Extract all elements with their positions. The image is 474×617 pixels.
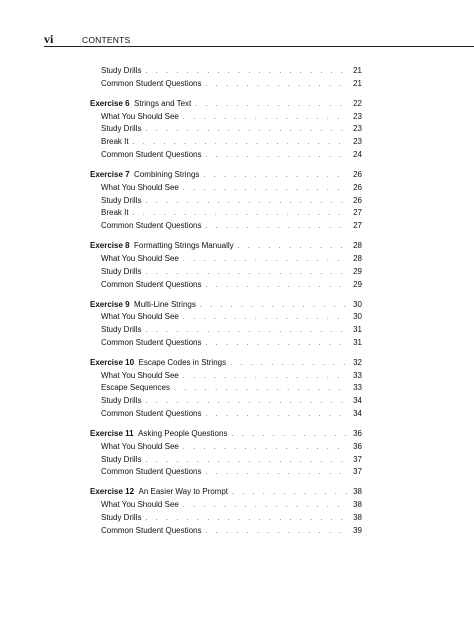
subentry-label: Escape Sequences [101, 383, 170, 393]
exercise-name: Strings and Text [134, 98, 192, 108]
leader-dots [145, 196, 348, 208]
toc-subentry[interactable] [90, 441, 362, 454]
toc-subentry[interactable] [90, 382, 362, 395]
exercise-name: Formatting Strings Manually [134, 241, 234, 251]
subentry-label: What You Should See [101, 111, 179, 121]
page-ref: 30 [353, 312, 362, 322]
subentry-label: What You Should See [101, 312, 179, 322]
leader-dots [145, 513, 348, 525]
toc-subentry[interactable] [90, 266, 362, 279]
subentry-label: Study Drills [101, 396, 142, 406]
page-ref: 38 [353, 487, 362, 497]
leader-dots [183, 112, 348, 124]
leader-dots [230, 358, 348, 370]
toc-subentry[interactable] [90, 253, 362, 266]
exercise-title [90, 357, 226, 370]
leader-dots [183, 500, 348, 512]
page-ref: 21 [353, 66, 362, 75]
page-ref: 21 [353, 78, 362, 88]
toc-section [90, 428, 362, 479]
page-ref: 33 [353, 370, 362, 380]
exercise-number: Exercise 11 [90, 429, 134, 439]
leader-dots [133, 137, 348, 149]
toc-subentry[interactable] [90, 395, 362, 408]
leader-dots [145, 325, 348, 337]
page-ref: 28 [353, 241, 362, 251]
subentry-label: What You Should See [101, 500, 179, 510]
exercise-number: Exercise 8 [90, 241, 130, 251]
exercise-number: Exercise 6 [90, 98, 130, 108]
leader-dots [203, 170, 348, 182]
subentry-label: Study Drills [101, 124, 142, 134]
page-ref: 28 [353, 253, 362, 263]
toc-section [90, 486, 362, 537]
subentry-label: What You Should See [101, 441, 179, 451]
exercise-name: Asking People Questions [138, 429, 228, 439]
table-of-contents [90, 65, 362, 545]
exercise-number: Exercise 7 [90, 169, 130, 179]
page-ref: 23 [353, 137, 362, 147]
page-ref: 34 [353, 409, 362, 419]
exercise-name: Combining Strings [134, 169, 200, 179]
toc-section [90, 169, 362, 233]
toc-section [90, 98, 362, 162]
toc-exercise-entry[interactable] [90, 486, 362, 499]
toc-subentry[interactable] [90, 195, 362, 208]
page-ref: 22 [353, 98, 362, 108]
page-ref: 29 [353, 266, 362, 276]
subentry-label: Study Drills [101, 66, 142, 75]
page-ref: 23 [353, 124, 362, 134]
leader-dots [145, 455, 348, 467]
page-header [44, 32, 130, 46]
subentry-label: Study Drills [101, 195, 142, 205]
leader-dots [183, 442, 348, 454]
leader-dots [183, 371, 348, 383]
toc-subentry[interactable] [90, 207, 362, 220]
exercise-title [90, 169, 199, 182]
leader-dots [206, 79, 349, 91]
subentry-label: Common Student Questions [101, 221, 202, 231]
leader-dots [145, 396, 348, 408]
leader-dots [183, 254, 348, 266]
exercise-title [90, 240, 234, 253]
page-ref: 38 [353, 513, 362, 523]
leader-dots [206, 150, 349, 162]
leader-dots [174, 383, 348, 395]
toc-subentry[interactable] [90, 512, 362, 525]
exercise-name: An Easier Way to Prompt [138, 487, 229, 497]
exercise-title [90, 98, 191, 111]
subentry-label: What You Should See [101, 253, 179, 263]
page-ref: 24 [353, 149, 362, 159]
leader-dots [183, 312, 348, 324]
toc-subentry[interactable] [90, 408, 362, 421]
toc-subentry[interactable] [90, 337, 362, 350]
page-ref: 26 [353, 195, 362, 205]
page-ref: 26 [353, 182, 362, 192]
subentry-label: Study Drills [101, 454, 142, 464]
page-ref: 36 [353, 429, 362, 439]
exercise-number: Exercise 9 [90, 299, 130, 309]
toc-exercise-entry[interactable] [90, 98, 362, 111]
subentry-label: Common Student Questions [101, 409, 202, 419]
toc-subentry[interactable] [90, 220, 362, 233]
leader-dots [206, 338, 349, 350]
page-ref: 23 [353, 111, 362, 121]
toc-section [90, 240, 362, 291]
page-ref: 27 [353, 221, 362, 231]
page-ref: 36 [353, 441, 362, 451]
toc-subentry[interactable] [90, 136, 362, 149]
toc-exercise-entry[interactable] [90, 428, 362, 441]
subentry-label: Common Student Questions [101, 78, 202, 88]
subentry-label: Common Student Questions [101, 279, 202, 289]
subentry-label: Study Drills [101, 325, 142, 335]
subentry-label: What You Should See [101, 182, 179, 192]
exercise-number: Exercise 10 [90, 357, 135, 367]
subentry-label: Break It [101, 137, 129, 147]
toc-subentry[interactable] [90, 370, 362, 383]
leader-dots [206, 221, 349, 233]
exercise-number: Exercise 12 [90, 487, 135, 497]
header-rule [44, 46, 474, 47]
exercise-name: Multi-Line Strings [134, 299, 196, 309]
page-number: vi [44, 32, 54, 46]
toc-subentry[interactable] [90, 123, 362, 136]
toc-subentry[interactable] [90, 279, 362, 292]
leader-dots [206, 467, 349, 479]
leader-dots [195, 99, 348, 111]
leader-dots [231, 429, 348, 441]
toc-section [90, 357, 362, 421]
subentry-label: Study Drills [101, 266, 142, 276]
page-ref: 31 [353, 337, 362, 347]
leader-dots [238, 241, 348, 253]
toc-subentry[interactable] [90, 78, 362, 91]
toc-subentry[interactable] [90, 182, 362, 195]
leader-dots [145, 124, 348, 136]
page-ref: 30 [353, 299, 362, 309]
toc-section [90, 65, 362, 91]
toc-subentry[interactable] [90, 65, 362, 78]
toc-subentry[interactable] [90, 525, 362, 538]
page-ref: 37 [353, 454, 362, 464]
page-ref: 34 [353, 396, 362, 406]
leader-dots [206, 280, 349, 292]
page-ref: 26 [353, 169, 362, 179]
page-ref: 38 [353, 500, 362, 510]
subentry-label: What You Should See [101, 370, 179, 380]
leader-dots [183, 183, 348, 195]
exercise-name: Escape Codes in Strings [138, 357, 227, 367]
subentry-label: Common Student Questions [101, 467, 202, 477]
subentry-label: Break It [101, 208, 129, 218]
leader-dots [232, 487, 348, 499]
toc-exercise-entry[interactable] [90, 169, 362, 182]
leader-dots [133, 208, 348, 220]
toc-subentry[interactable] [90, 311, 362, 324]
leader-dots [206, 409, 349, 421]
running-head: CONTENTS [82, 35, 131, 45]
page-ref: 39 [353, 525, 362, 535]
toc-exercise-entry[interactable] [90, 299, 362, 312]
toc-subentry[interactable] [90, 466, 362, 479]
toc-exercise-entry[interactable] [90, 240, 362, 253]
leader-dots [145, 267, 348, 279]
page-ref: 33 [353, 383, 362, 393]
page-ref: 32 [353, 357, 362, 367]
leader-dots [200, 300, 348, 312]
toc-subentry[interactable] [90, 454, 362, 467]
toc-subentry[interactable] [90, 499, 362, 512]
page-ref: 29 [353, 279, 362, 289]
subentry-label: Study Drills [101, 513, 142, 523]
toc-subentry[interactable] [90, 111, 362, 124]
page-ref: 27 [353, 208, 362, 218]
toc-subentry[interactable] [90, 149, 362, 162]
page-ref: 31 [353, 325, 362, 335]
toc-exercise-entry[interactable] [90, 357, 362, 370]
exercise-title [90, 486, 228, 499]
toc-subentry[interactable] [90, 324, 362, 337]
page-ref: 37 [353, 467, 362, 477]
exercise-title [90, 299, 196, 312]
leader-dots [206, 526, 349, 538]
leader-dots [145, 66, 348, 78]
exercise-title [90, 428, 227, 441]
subentry-label: Common Student Questions [101, 337, 202, 347]
subentry-label: Common Student Questions [101, 149, 202, 159]
toc-section [90, 299, 362, 350]
subentry-label: Common Student Questions [101, 525, 202, 535]
